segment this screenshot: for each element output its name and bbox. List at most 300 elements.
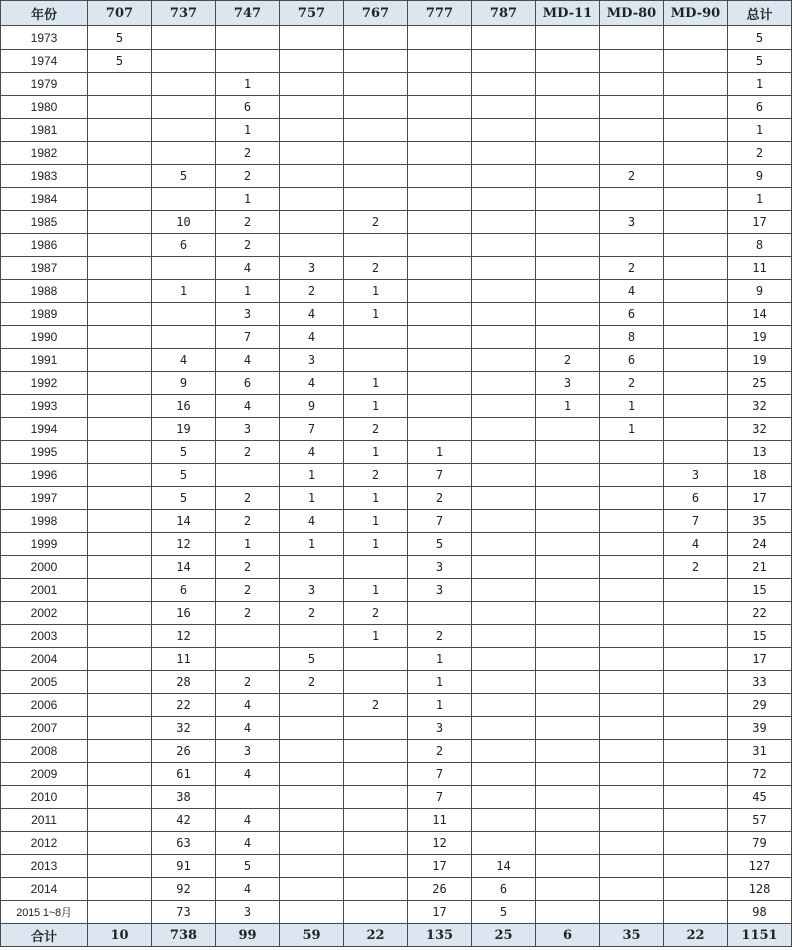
table-cell: 5 [152, 487, 216, 510]
table-cell [600, 740, 664, 763]
year-cell: 1974 [1, 50, 88, 73]
year-cell: 1983 [1, 165, 88, 188]
table-cell [280, 694, 344, 717]
table-cell [152, 303, 216, 326]
table-cell [88, 418, 152, 441]
table-cell: 1 [344, 579, 408, 602]
table-cell: 2 [280, 280, 344, 303]
table-cell [152, 326, 216, 349]
table-cell [600, 579, 664, 602]
year-cell: 1984 [1, 188, 88, 211]
table-cell [600, 763, 664, 786]
table-cell [88, 855, 152, 878]
year-cell: 2013 [1, 855, 88, 878]
table-cell: 2 [344, 211, 408, 234]
header-row [1, 1, 792, 26]
table-cell: 2 [344, 602, 408, 625]
table-cell [408, 372, 472, 395]
table-cell: 2 [344, 694, 408, 717]
table-cell: 5 [88, 26, 152, 50]
table-cell [600, 694, 664, 717]
table-cell [88, 648, 152, 671]
table-cell: 12 [152, 625, 216, 648]
table-cell [88, 487, 152, 510]
table-cell [88, 510, 152, 533]
year-cell: 2009 [1, 763, 88, 786]
table-cell: 12 [408, 832, 472, 855]
row-total-cell: 127 [728, 855, 792, 878]
row-total-cell: 45 [728, 786, 792, 809]
row-total-cell: 35 [728, 510, 792, 533]
year-cell: 1998 [1, 510, 88, 533]
table-cell [536, 740, 600, 763]
table-cell [536, 303, 600, 326]
table-cell: 4 [664, 533, 728, 556]
table-cell [536, 280, 600, 303]
table-cell: 2 [408, 625, 472, 648]
table-cell [88, 441, 152, 464]
row-total-cell: 17 [728, 211, 792, 234]
table-cell [408, 280, 472, 303]
table-cell [344, 73, 408, 96]
table-row [1, 717, 792, 740]
table-cell: 3 [280, 579, 344, 602]
table-cell [280, 556, 344, 579]
table-cell [600, 142, 664, 165]
table-cell: 4 [280, 326, 344, 349]
table-cell [664, 50, 728, 73]
table-cell: 2 [408, 740, 472, 763]
table-cell: 5 [280, 648, 344, 671]
year-cell: 1980 [1, 96, 88, 119]
row-total-cell: 9 [728, 280, 792, 303]
table-cell: 2 [216, 579, 280, 602]
table-cell [600, 648, 664, 671]
table-cell [344, 878, 408, 901]
row-total-cell: 2 [728, 142, 792, 165]
table-cell [664, 763, 728, 786]
table-cell [600, 441, 664, 464]
year-cell: 1995 [1, 441, 88, 464]
table-cell [88, 671, 152, 694]
table-cell [664, 602, 728, 625]
column-total-cell: 22 [664, 924, 728, 947]
table-cell: 5 [152, 441, 216, 464]
table-cell [344, 142, 408, 165]
table-cell [88, 579, 152, 602]
table-cell [472, 96, 536, 119]
table-cell [664, 878, 728, 901]
table-row [1, 648, 792, 671]
table-cell [280, 234, 344, 257]
table-cell: 16 [152, 602, 216, 625]
row-total-cell: 13 [728, 441, 792, 464]
table-cell: 3 [280, 349, 344, 372]
table-cell [536, 809, 600, 832]
column-header: 777 [408, 1, 472, 26]
year-cell: 2005 [1, 671, 88, 694]
column-header: MD-90 [664, 1, 728, 26]
table-cell [344, 50, 408, 73]
table-cell [472, 280, 536, 303]
table-cell [344, 556, 408, 579]
table-cell [664, 441, 728, 464]
table-cell [536, 73, 600, 96]
column-header: 767 [344, 1, 408, 26]
table-cell: 1 [536, 395, 600, 418]
table-cell [472, 211, 536, 234]
table-row [1, 786, 792, 809]
table-cell [152, 73, 216, 96]
table-cell [536, 602, 600, 625]
table-cell: 3 [536, 372, 600, 395]
table-cell: 1 [344, 441, 408, 464]
table-cell [472, 234, 536, 257]
table-cell [664, 119, 728, 142]
table-cell: 5 [88, 50, 152, 73]
table-cell: 4 [216, 763, 280, 786]
table-cell: 3 [216, 740, 280, 763]
table-row [1, 740, 792, 763]
column-total-cell: 10 [88, 924, 152, 947]
table-cell [280, 625, 344, 648]
table-cell [280, 188, 344, 211]
totals-row [1, 924, 792, 947]
table-cell: 1 [408, 648, 472, 671]
table-cell: 1 [408, 441, 472, 464]
row-total-cell: 19 [728, 326, 792, 349]
table-cell: 2 [216, 671, 280, 694]
table-cell [216, 464, 280, 487]
table-cell [344, 119, 408, 142]
table-cell [664, 165, 728, 188]
table-cell [536, 717, 600, 740]
table-cell [536, 786, 600, 809]
table-cell [408, 234, 472, 257]
table-cell: 2 [600, 372, 664, 395]
table-cell [88, 142, 152, 165]
table-cell [472, 395, 536, 418]
table-cell [88, 211, 152, 234]
year-cell: 1986 [1, 234, 88, 257]
table-cell [600, 625, 664, 648]
table-cell [536, 464, 600, 487]
table-cell: 4 [216, 257, 280, 280]
year-cell: 1987 [1, 257, 88, 280]
table-cell [344, 786, 408, 809]
row-total-cell: 18 [728, 464, 792, 487]
table-cell: 22 [152, 694, 216, 717]
table-cell [88, 280, 152, 303]
table-cell: 17 [408, 901, 472, 924]
table-cell [600, 809, 664, 832]
table-cell: 8 [600, 326, 664, 349]
table-cell [472, 625, 536, 648]
table-cell: 7 [408, 510, 472, 533]
table-cell [472, 510, 536, 533]
table-cell [408, 73, 472, 96]
table-cell: 6 [152, 234, 216, 257]
column-header: 年份 [1, 1, 88, 26]
table-cell: 4 [216, 395, 280, 418]
year-cell: 1989 [1, 303, 88, 326]
table-cell [344, 349, 408, 372]
table-cell [536, 648, 600, 671]
table-cell [472, 487, 536, 510]
table-cell [280, 832, 344, 855]
table-row [1, 533, 792, 556]
table-cell [408, 303, 472, 326]
year-cell: 2012 [1, 832, 88, 855]
table-cell: 4 [600, 280, 664, 303]
table-row [1, 234, 792, 257]
table-cell [536, 855, 600, 878]
row-total-cell: 98 [728, 901, 792, 924]
year-cell: 1999 [1, 533, 88, 556]
table-cell [472, 832, 536, 855]
table-cell [472, 786, 536, 809]
table-cell [152, 142, 216, 165]
table-cell [408, 257, 472, 280]
table-row [1, 878, 792, 901]
table-cell [216, 26, 280, 50]
table-cell [664, 326, 728, 349]
column-total-cell: 22 [344, 924, 408, 947]
table-cell [472, 763, 536, 786]
table-cell: 4 [280, 303, 344, 326]
year-cell: 1979 [1, 73, 88, 96]
table-cell [88, 257, 152, 280]
table-cell [280, 809, 344, 832]
table-cell [472, 740, 536, 763]
table-cell [152, 96, 216, 119]
table-cell [664, 740, 728, 763]
table-cell: 1 [344, 395, 408, 418]
totals-label: 合计 [1, 924, 88, 947]
row-total-cell: 57 [728, 809, 792, 832]
table-cell [664, 211, 728, 234]
table-cell [408, 165, 472, 188]
table-cell [344, 717, 408, 740]
table-cell: 14 [152, 510, 216, 533]
table-cell: 26 [152, 740, 216, 763]
table-cell: 1 [280, 487, 344, 510]
table-cell: 19 [152, 418, 216, 441]
column-total-cell: 25 [472, 924, 536, 947]
table-cell: 1 [408, 671, 472, 694]
table-cell [344, 96, 408, 119]
table-cell [536, 671, 600, 694]
column-total-cell: 6 [536, 924, 600, 947]
table-cell [216, 786, 280, 809]
table-cell [408, 26, 472, 50]
year-cell: 2008 [1, 740, 88, 763]
table-cell [600, 786, 664, 809]
table-row [1, 372, 792, 395]
year-cell: 1985 [1, 211, 88, 234]
row-total-cell: 1 [728, 119, 792, 142]
table-cell [664, 625, 728, 648]
table-cell: 1 [344, 510, 408, 533]
table-cell [536, 441, 600, 464]
row-total-cell: 32 [728, 418, 792, 441]
table-cell [88, 832, 152, 855]
table-row [1, 487, 792, 510]
table-cell: 2 [664, 556, 728, 579]
table-cell: 2 [344, 257, 408, 280]
table-cell: 1 [216, 280, 280, 303]
table-cell [344, 234, 408, 257]
table-cell [88, 326, 152, 349]
table-row [1, 832, 792, 855]
table-cell [536, 579, 600, 602]
table-cell: 1 [344, 303, 408, 326]
table-cell [472, 809, 536, 832]
table-row [1, 165, 792, 188]
table-cell: 2 [216, 234, 280, 257]
table-cell [344, 165, 408, 188]
row-total-cell: 5 [728, 26, 792, 50]
column-header: 747 [216, 1, 280, 26]
table-cell [344, 671, 408, 694]
table-cell [536, 142, 600, 165]
table-cell [664, 671, 728, 694]
table-cell [600, 73, 664, 96]
year-cell: 2007 [1, 717, 88, 740]
table-cell: 1 [344, 625, 408, 648]
table-cell [600, 487, 664, 510]
table-cell [280, 73, 344, 96]
table-cell: 2 [216, 602, 280, 625]
table-cell [408, 96, 472, 119]
table-cell [600, 901, 664, 924]
table-cell [600, 188, 664, 211]
table-row [1, 901, 792, 924]
table-cell [408, 602, 472, 625]
column-total-cell: 59 [280, 924, 344, 947]
table-row [1, 349, 792, 372]
row-total-cell: 1 [728, 73, 792, 96]
table-cell: 3 [408, 556, 472, 579]
table-cell [280, 96, 344, 119]
table-cell [600, 671, 664, 694]
table-cell: 11 [152, 648, 216, 671]
column-total-cell: 738 [152, 924, 216, 947]
table-cell: 12 [152, 533, 216, 556]
table-cell [152, 119, 216, 142]
table-cell [536, 26, 600, 50]
row-total-cell: 5 [728, 50, 792, 73]
table-cell [344, 763, 408, 786]
table-cell: 28 [152, 671, 216, 694]
table-cell [536, 257, 600, 280]
year-cell: 1988 [1, 280, 88, 303]
table-cell [600, 556, 664, 579]
table-cell [472, 533, 536, 556]
column-total-cell: 99 [216, 924, 280, 947]
table-cell [664, 648, 728, 671]
table-cell [536, 487, 600, 510]
column-header: MD-80 [600, 1, 664, 26]
column-header: 总计 [728, 1, 792, 26]
table-row [1, 257, 792, 280]
table-cell: 7 [408, 464, 472, 487]
row-total-cell: 128 [728, 878, 792, 901]
table-row [1, 50, 792, 73]
table-row [1, 326, 792, 349]
table-cell: 2 [216, 487, 280, 510]
table-cell: 1 [600, 395, 664, 418]
table-cell [88, 188, 152, 211]
table-cell: 3 [408, 579, 472, 602]
table-cell [216, 648, 280, 671]
table-cell: 3 [408, 717, 472, 740]
column-total-cell: 135 [408, 924, 472, 947]
table-cell: 1 [344, 533, 408, 556]
table-cell: 1 [216, 188, 280, 211]
table-cell [280, 165, 344, 188]
table-cell [536, 510, 600, 533]
row-total-cell: 1 [728, 188, 792, 211]
table-cell [664, 809, 728, 832]
year-cell: 2011 [1, 809, 88, 832]
table-cell: 7 [408, 786, 472, 809]
table-cell [536, 763, 600, 786]
table-cell: 16 [152, 395, 216, 418]
table-cell [536, 694, 600, 717]
row-total-cell: 19 [728, 349, 792, 372]
table-cell: 14 [472, 855, 536, 878]
table-cell: 2 [216, 165, 280, 188]
table-cell [664, 142, 728, 165]
table-cell [536, 533, 600, 556]
row-total-cell: 25 [728, 372, 792, 395]
table-cell [88, 234, 152, 257]
row-total-cell: 33 [728, 671, 792, 694]
table-cell [408, 188, 472, 211]
table-body [1, 26, 792, 924]
table-cell [88, 625, 152, 648]
table-cell: 2 [216, 142, 280, 165]
table-cell [664, 96, 728, 119]
table-cell: 42 [152, 809, 216, 832]
table-cell [664, 372, 728, 395]
table-cell [216, 625, 280, 648]
table-cell: 61 [152, 763, 216, 786]
year-cell: 1981 [1, 119, 88, 142]
column-header: 757 [280, 1, 344, 26]
table-cell [88, 901, 152, 924]
table-cell [408, 142, 472, 165]
table-cell: 9 [280, 395, 344, 418]
table-cell [472, 188, 536, 211]
table-cell: 2 [600, 165, 664, 188]
row-total-cell: 21 [728, 556, 792, 579]
row-total-cell: 17 [728, 487, 792, 510]
table-cell: 92 [152, 878, 216, 901]
table-cell [88, 303, 152, 326]
table-cell [408, 395, 472, 418]
table-cell: 38 [152, 786, 216, 809]
table-cell [408, 211, 472, 234]
row-total-cell: 22 [728, 602, 792, 625]
table-cell: 6 [600, 303, 664, 326]
table-cell: 3 [600, 211, 664, 234]
table-cell [472, 165, 536, 188]
table-cell: 1 [344, 372, 408, 395]
table-cell: 2 [344, 418, 408, 441]
table-cell [536, 234, 600, 257]
